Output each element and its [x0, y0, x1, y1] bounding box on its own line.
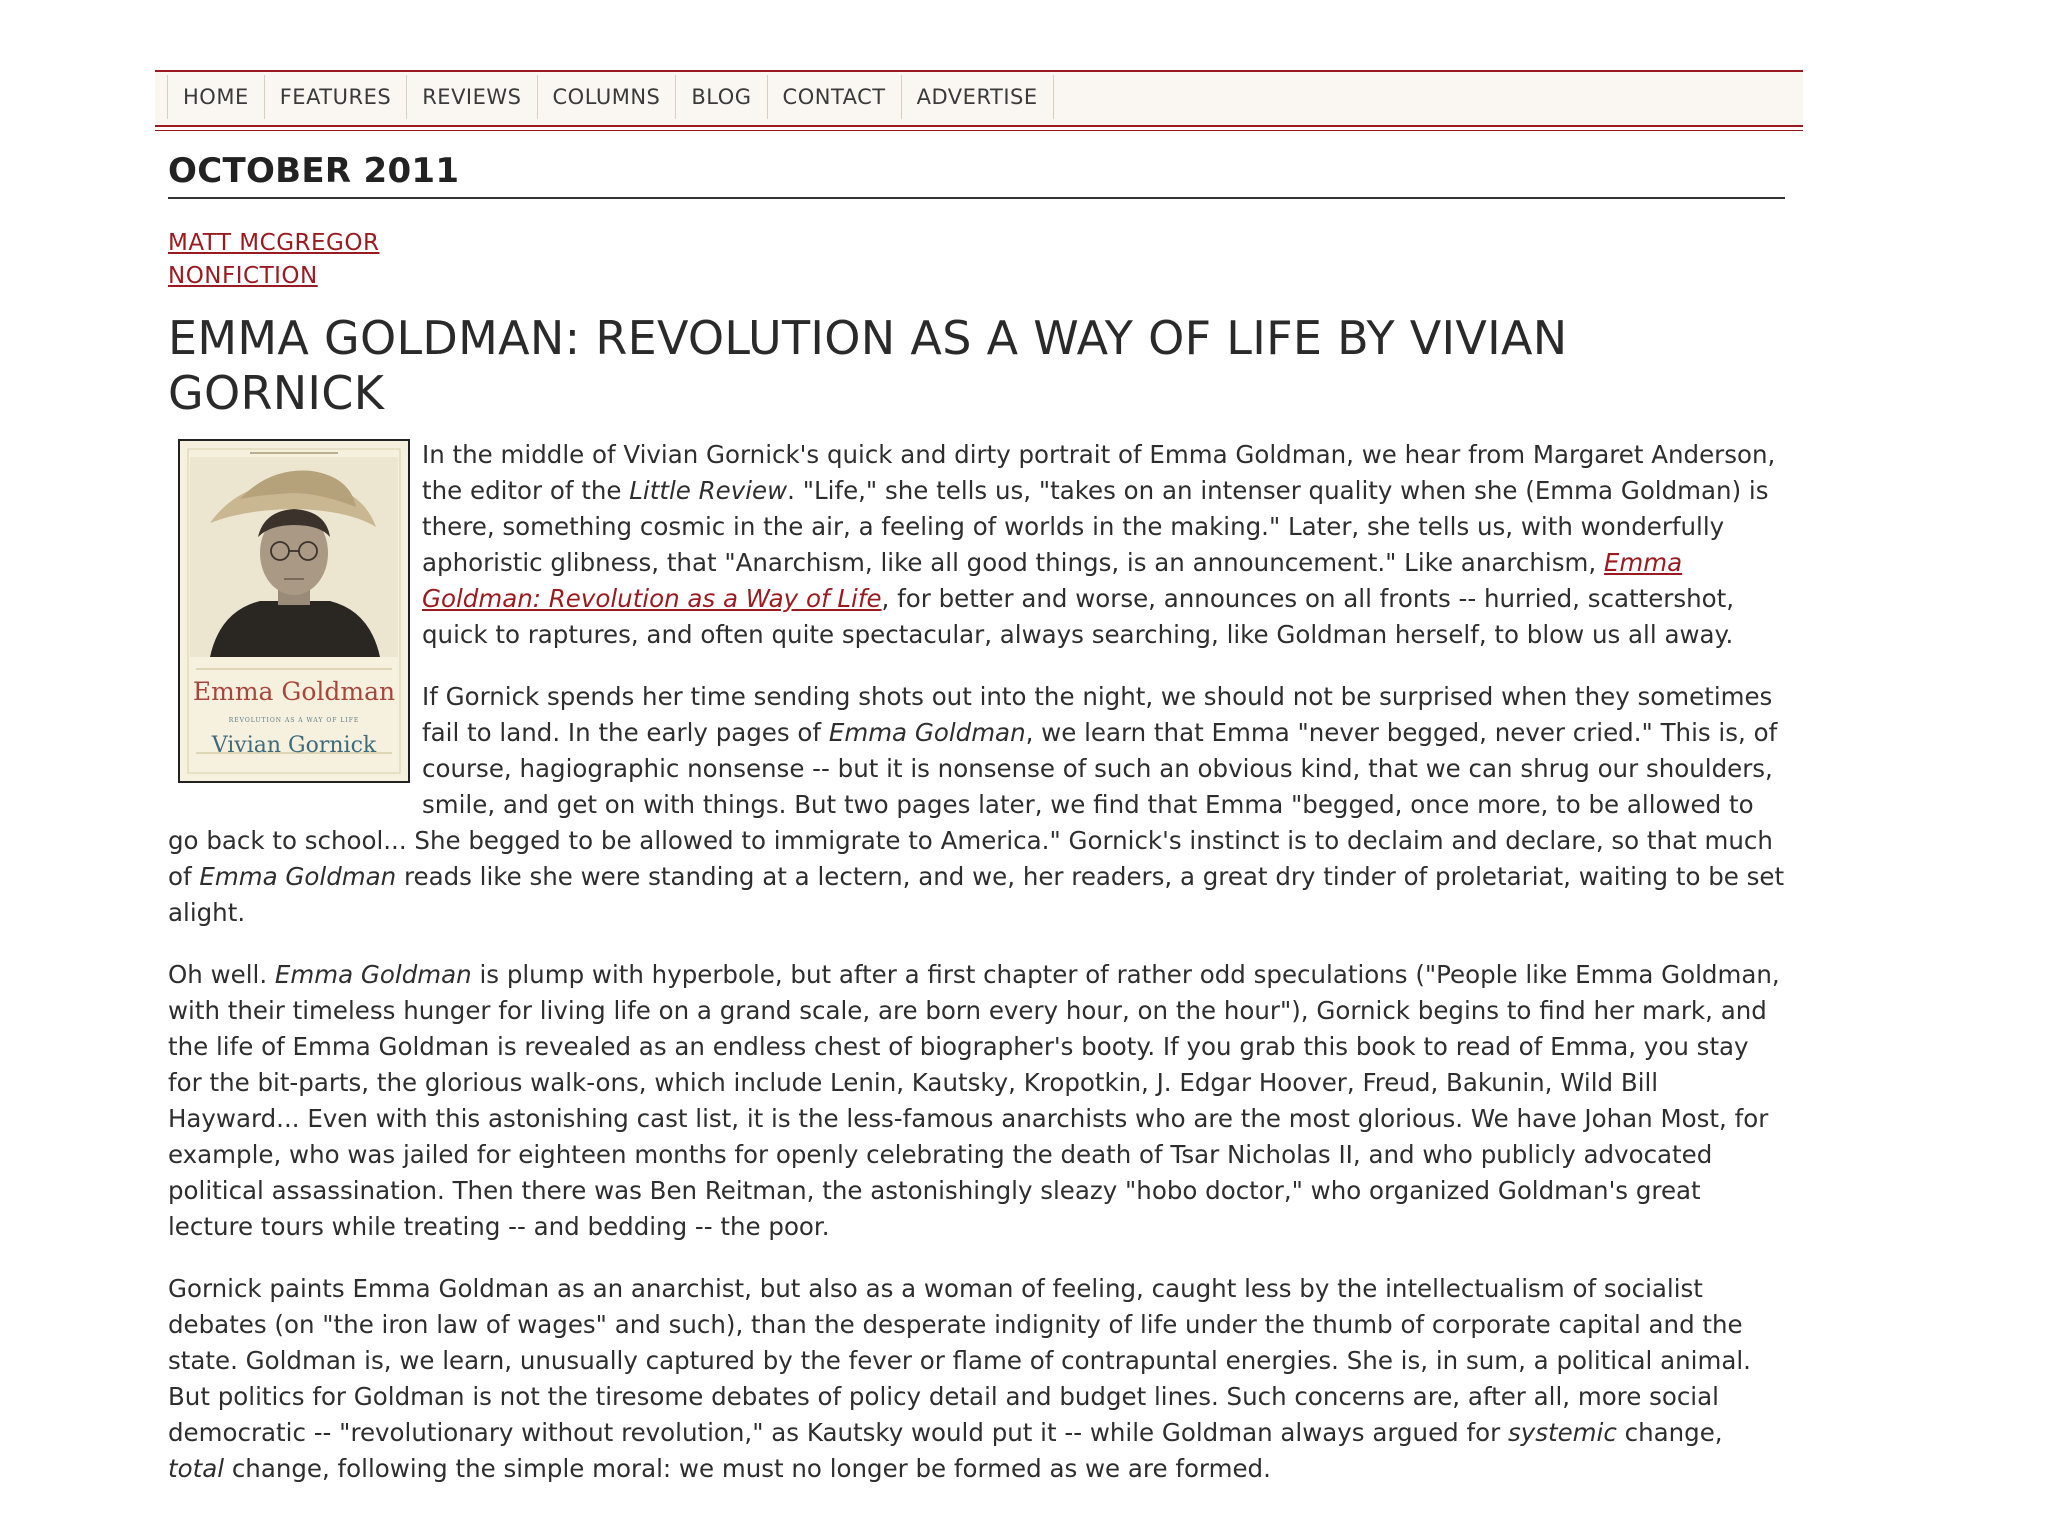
nav-item-reviews[interactable]: REVIEWS [407, 75, 537, 119]
article-paragraph [168, 957, 1785, 1245]
book-title: Emma Goldman [828, 717, 1026, 747]
portrait-illustration [180, 441, 408, 781]
paragraph-text: , for better and worse, announces on all fronts -- hurried, scattershot, quick to raptures, and often quite spectacular, always searching, like Goldman herself, to blow us all away. [422, 583, 1735, 649]
article-title: EMMA GOLDMAN: REVOLUTION AS A WAY OF LIFE BY VIVIAN GORNICK [168, 310, 1568, 420]
nav-item-blog[interactable]: BLOG [676, 75, 767, 119]
nav-menu [167, 75, 1054, 119]
cover-author: Vivian Gornick [211, 732, 377, 758]
article-meta [168, 227, 1785, 293]
paragraph-text: is plump with hyperbole, but after a first chapter of rather odd speculations ("People like Emma Goldman, with their timeless hunger for living life on a grand scale, are born every hour, on the hour"), Gornick begins to find her mark, and the life of Emma Goldman is revealed as an endless chest of biographer's booty. If you grab this book to read of Emma, you stay for the bit-parts, the glorious walk-ons, which include Lenin, Kautsky, Kropotkin, J. Edgar Hoover, Freud, Bakunin, Wild Bill Hayward... Even with this astonishing cast list, it is the less-famous anarchists who are the most glorious. We have Johan Most, for example, who was jailed for eighteen months for openly celebrating the death of Tsar Nicholas II, and who publicly advocated political assassination. Then there was Ben Reitman, the astonishingly sleazy "hobo doctor," who organized Goldman's great lecture tours while treating -- and bedding -- the poor. [168, 959, 1780, 1241]
paragraph-text: Oh well. [168, 959, 275, 989]
nav-item-advertise[interactable]: ADVERTISE [902, 75, 1054, 119]
paragraph-text: reads like she were standing at a lectern, and we, her readers, a great dry tinder of proletariat, waiting to be set alight. [168, 861, 1785, 927]
author-link[interactable]: MATT MCGREGOR [168, 229, 380, 256]
book-title-link[interactable]: Emma Goldman: Revolution as a Way of Life [422, 547, 1683, 613]
main-content [168, 150, 1785, 1513]
article-paragraph [168, 437, 1785, 653]
top-navigation [155, 70, 1803, 127]
issue-date-heading: OCTOBER 2011 [168, 150, 1785, 199]
nav-item-contact[interactable]: CONTACT [768, 75, 902, 119]
book-title: Emma Goldman [274, 959, 472, 989]
paragraph-text: , we learn that Emma "never begged, never cried." This is, of course, hagiographic nonsense -- but it is nonsense of such an obvious kind, that we can shrug our shoulders, smile, and get on with things. But two pages later, we find that Emma "begged, once more, to be allowed to go back to school... She begged to be allowed to immigrate to America." Gornick's instinct is to declaim and declare, so that much of [168, 717, 1778, 891]
cover-subtitle: REVOLUTION AS A WAY OF LIFE [228, 716, 360, 724]
category-link[interactable]: NONFICTION [168, 262, 318, 289]
nav-item-home[interactable]: HOME [168, 75, 265, 119]
paragraph-text: In the middle of Vivian Gornick's quick and dirty portrait of Emma Goldman, we hear from Margaret Anderson, the editor of the [422, 439, 1776, 505]
publication-title: Little Review [629, 475, 788, 505]
paragraph-text: change, following the simple moral: we must no longer be formed as we are formed. [224, 1453, 1271, 1483]
nav-item-features[interactable]: FEATURES [265, 75, 407, 119]
cover-title: Emma Goldman [192, 676, 396, 706]
paragraph-text: change, [1616, 1417, 1723, 1447]
paragraph-text: If Gornick spends her time sending shots out into the night, we should not be surprised when they sometimes fail to land. In the early pages of [422, 681, 1773, 747]
article-body [168, 437, 1785, 1487]
article-paragraph [168, 676, 1785, 931]
book-cover-image [178, 439, 410, 783]
emphasis-text: total [168, 1453, 225, 1483]
paragraph-text: . "Life," she tells us, "takes on an intenser quality when she (Emma Goldman) is there, something cosmic in the air, a feeling of worlds in the making." Later, she tells us, with wonderfully aphoristic glibness, that "Anarchism, like all good things, is an announcement." Like anarchism, [422, 475, 1769, 577]
nav-item-columns[interactable]: COLUMNS [538, 75, 677, 119]
paragraph-text: Gornick paints Emma Goldman as an anarchist, but also as a woman of feeling, caught less by the intellectualism of socialist debates (on "the iron law of wages" and such), than the desperate indignity of life under the thumb of corporate capital and the state. Goldman is, we learn, unusually captured by the fever or flame of contrapuntal energies. She is, in sum, a political animal. But politics for Goldman is not the tiresome debates of policy detail and budget lines. Such concerns are, after all, more social democratic -- "revolutionary without revolution," as Kautsky would put it -- while Goldman always argued for [168, 1273, 1751, 1447]
book-title: Emma Goldman [199, 861, 397, 891]
article-paragraph [168, 1271, 1785, 1487]
emphasis-text: systemic [1507, 1417, 1617, 1447]
